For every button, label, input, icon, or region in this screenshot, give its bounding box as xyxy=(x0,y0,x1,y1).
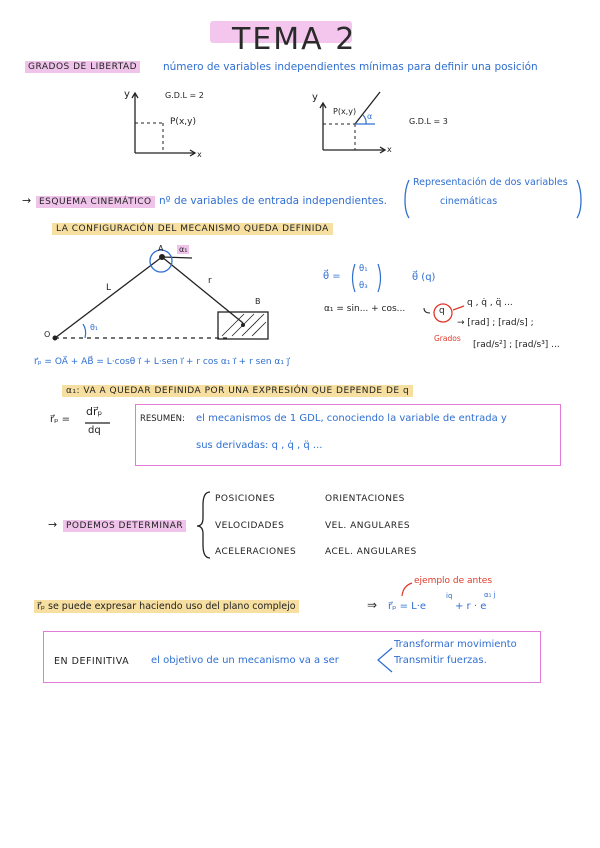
plot2-point: P(x,y) xyxy=(333,107,357,116)
units-line2: [rad/s²] ; [rad/s³] ... xyxy=(473,340,560,350)
esquema-bracket-line1: Representación de dos variables xyxy=(413,177,568,188)
plot1-dashes xyxy=(135,123,163,153)
plot1-point: P(x,y) xyxy=(170,117,196,127)
complejo-note: ejemplo de antes xyxy=(414,576,493,586)
esquema-text: nº de variables de entrada independientes. xyxy=(159,195,388,207)
theta-of-q: θ⃗ (q) xyxy=(412,272,436,283)
theta3-component: θ₃ xyxy=(359,281,368,291)
gdl-label: GRADOS DE LIBERTAD xyxy=(25,61,140,73)
point-o-label: O xyxy=(44,330,51,339)
alpha-statement: α₁: VA A QUEDAR DEFINIDA POR UNA EXPRESIÓN QUE DEPENDE DE q xyxy=(62,385,413,397)
plot1-gdl: G.D.L = 2 xyxy=(165,91,204,100)
resumen-line2: sus derivadas: q , q̇ , q̈ ... xyxy=(196,440,323,451)
point-a-label: A xyxy=(158,244,164,253)
plot1-y-label: y xyxy=(124,89,130,100)
alpha1-label: α₁ xyxy=(179,245,188,254)
plot2-x-label: x xyxy=(387,145,392,154)
complejo-plus: + r · e xyxy=(455,601,487,612)
configuracion-statement: LA CONFIGURACIÓN DEL MECANISMO QUEDA DEFINIDA xyxy=(52,223,333,235)
resumen-label: RESUMEN: xyxy=(140,414,185,424)
rp-equation: r⃗ₚ = OA⃗ + AB⃗ = L·cosθ i⃗ + L·sen i⃗ + r cos α₁ i⃗ + r sen α₁ j⃗ xyxy=(34,357,290,367)
complejo-exp2: α₁ j xyxy=(484,591,496,599)
plot1-x-label: x xyxy=(197,150,202,159)
complejo-rhs: r⃗ₚ = L·e xyxy=(388,601,427,612)
point-b-label: B xyxy=(255,297,261,306)
podemos-arrow: → xyxy=(48,518,58,531)
alpha-equation: α₁ = sin... + cos... xyxy=(324,304,406,314)
complejo-statement: r⃗ₚ se puede expresar haciendo uso del plano complejo xyxy=(34,600,299,613)
esquema-arrow: → xyxy=(22,194,32,207)
definitiva-option-2: Transmitir fuerzas. xyxy=(394,655,487,666)
theta-vector-lhs: θ⃗ = xyxy=(323,271,341,282)
grados-label: Grados xyxy=(434,334,461,343)
q-derivatives: q , q̇ , q̈ ... xyxy=(467,298,513,308)
plot2-y-label: y xyxy=(312,92,318,103)
plot2-axes xyxy=(320,92,385,153)
derivative-denominator: dq xyxy=(88,425,101,436)
podemos-left-3: ACELERACIONES xyxy=(215,547,297,557)
resumen-line1: el mecanismos de 1 GDL, conociendo la variable de entrada y xyxy=(196,413,507,424)
podemos-label: PODEMOS DETERMINAR xyxy=(63,520,186,532)
page-title: TEMA 2 xyxy=(232,22,357,57)
gdl-definition: número de variables independientes mínimas para definir una posición xyxy=(163,61,538,73)
complejo-exp1: iq xyxy=(446,592,453,600)
mechanism-drawing xyxy=(55,257,268,339)
derivative-lhs: r⃗ₚ = xyxy=(50,414,70,425)
esquema-bracket-line2: cinemáticas xyxy=(440,196,498,207)
derivative-numerator: dr⃗ₚ xyxy=(86,405,103,418)
definitiva-text: el objetivo de un mecanismo va a ser xyxy=(151,655,339,666)
definitiva-option-1: Transformar movimiento xyxy=(394,639,517,650)
plot2-alpha: α xyxy=(367,112,373,121)
podemos-right-2: VEL. ANGULARES xyxy=(325,521,411,531)
podemos-left-2: VELOCIDADES xyxy=(215,521,285,531)
theta1-label: θ₁ xyxy=(90,323,99,332)
podemos-right-3: ACEL. ANGULARES xyxy=(325,547,417,557)
complejo-arrow: ⇒ xyxy=(367,598,378,612)
podemos-right-1: ORIENTACIONES xyxy=(325,494,405,504)
q-circled: q xyxy=(439,306,445,316)
plot2-dashes xyxy=(323,124,355,150)
theta1-component: θ₁ xyxy=(359,264,368,274)
definitiva-label: EN DEFINITIVA xyxy=(54,656,130,667)
esquema-label: ESQUEMA CINEMÁTICO xyxy=(36,196,155,208)
podemos-left-1: POSICIONES xyxy=(215,494,276,504)
link-l-label: L xyxy=(106,283,112,293)
plot2-gdl: G.D.L = 3 xyxy=(409,117,448,126)
units-line1: → [rad] ; [rad/s] ; xyxy=(457,318,534,328)
link-r-label: r xyxy=(208,276,212,286)
